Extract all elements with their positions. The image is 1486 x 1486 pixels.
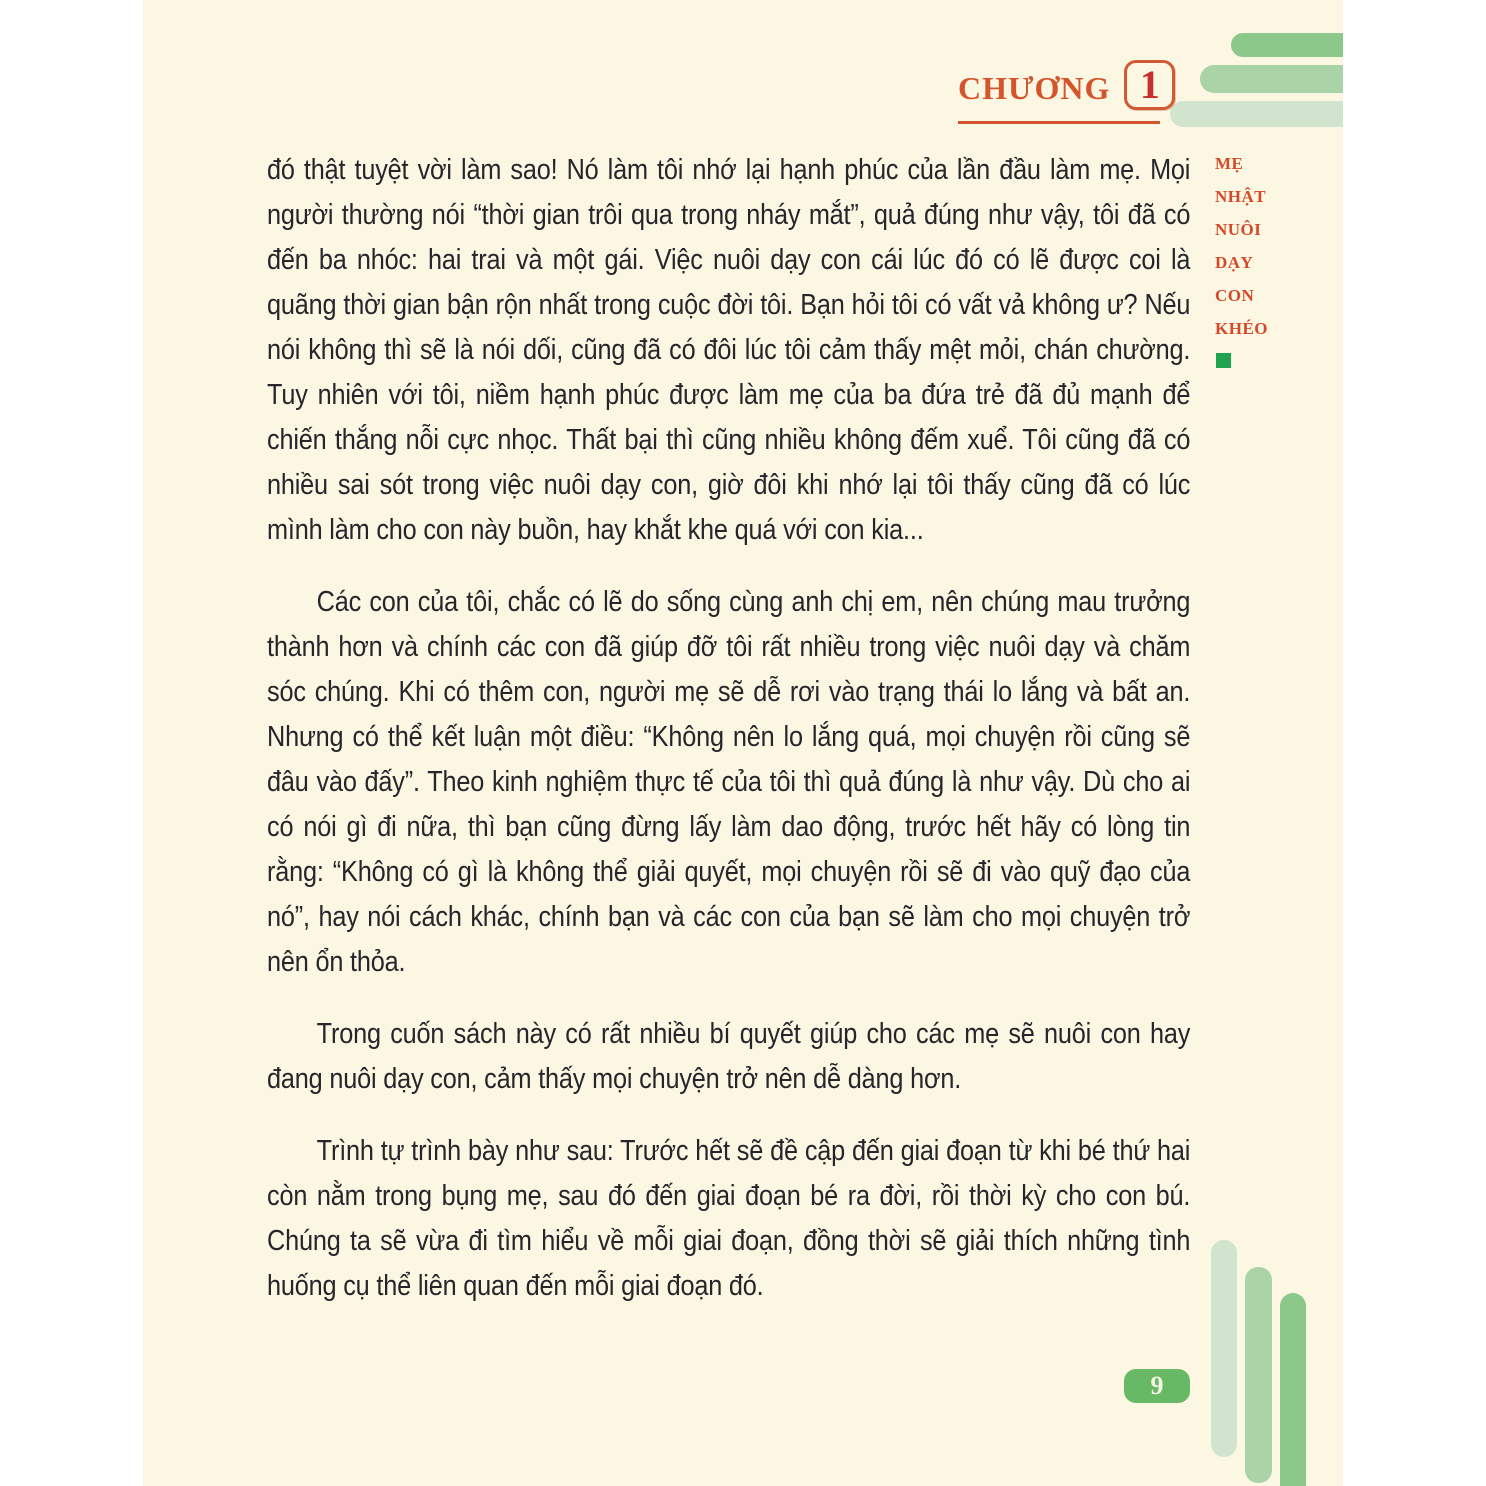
sidebar-word: DẠY: [1215, 253, 1254, 272]
page-number: 9: [1150, 1371, 1164, 1400]
page-number-badge: [1124, 1369, 1190, 1403]
body-text: [267, 148, 1190, 1336]
chapter-label: CHƯƠNG: [958, 70, 1111, 106]
chapter-underline: [958, 121, 1160, 124]
paragraph: Các con của tôi, chắc có lẽ do sống cùng anh chị em, nên chúng mau trưởng thành hơn và chính các con đã giúp đỡ tôi rất nhiều trong việc nuôi dạy và chăm sóc chúng. Khi có thêm con, người mẹ sẽ dễ rơi vào trạng thái lo lắng và bất an. Nhưng có thể kết luận một điều: “Không nên lo lắng quá, mọi chuyện rồi cũng sẽ đâu vào đấy”. Theo kinh nghiệm thực tế của tôi thì quả đúng là như vậy. Dù cho ai có nói gì đi nữa, thì bạn cũng đừng lấy làm dao động, trước hết hãy có lòng tin rằng: “Không có gì là không thể giải quyết, mọi chuyện rồi sẽ đi vào quỹ đạo của nó”, hay nói cách khác, chính bạn và các con của bạn sẽ làm cho mọi chuyện trở nên ổn thỏa.: [267, 586, 1191, 978]
sidebar-word: CON: [1215, 286, 1255, 305]
top-decor-bar-mid: [1200, 65, 1343, 93]
sidebar-word: NHẬT: [1215, 187, 1267, 206]
bottom-decor-bar-mid: [1245, 1267, 1272, 1483]
top-decor-bar-dark: [1231, 33, 1343, 57]
book-page: [143, 0, 1343, 1486]
chapter-number: 1: [1139, 62, 1160, 107]
sidebar-word: MẸ: [1215, 154, 1244, 173]
sidebar-book-title: [1215, 155, 1268, 368]
paragraph: đó thật tuyệt vời làm sao! Nó làm tôi nhớ lại hạnh phúc của lần đầu làm mẹ. Mọi người thường nói “thời gian trôi qua trong nháy mắt”, quả đúng như vậy, tôi đã có đến ba nhóc: hai trai và một gái. Việc nuôi dạy con cái lúc đó có lẽ được coi là quãng thời gian bận rộn nhất trong cuộc đời tôi. Bạn hỏi tôi có vất vả không ư? Nếu nói không thì sẽ là nói dối, cũng đã có đôi lúc tôi cảm thấy mệt mỏi, chán chường. Tuy nhiên với tôi, niềm hạnh phúc được làm mẹ của ba đứa trẻ đã đủ mạnh để chiến thắng nỗi cực nhọc. Thất bại thì cũng nhiều không đếm xuể. Tôi cũng đã có nhiều sai sót trong việc nuôi dạy con, giờ đôi khi nhớ lại tôi thấy cũng đã có lúc mình làm cho con này buồn, hay khắt khe quá với con kia...: [267, 154, 1191, 546]
bottom-decor-bar-dark: [1280, 1293, 1306, 1486]
paragraph: Trình tự trình bày như sau: Trước hết sẽ đề cập đến giai đoạn từ khi bé thứ hai còn nằm trong bụng mẹ, sau đó đến giai đoạn bé ra đời, rồi thời kỳ cho con bú. Chúng ta sẽ vừa đi tìm hiểu về mỗi giai đoạn, đồng thời sẽ giải thích những tình huống cụ thể liên quan đến mỗi giai đoạn đó.: [267, 1135, 1191, 1302]
paragraph: Trong cuốn sách này có rất nhiều bí quyết giúp cho các mẹ sẽ nuôi con hay đang nuôi dạy con, cảm thấy mọi chuyện trở nên dễ dàng hơn.: [267, 1018, 1191, 1095]
sidebar-word: KHÉO: [1215, 319, 1269, 338]
sidebar-word: NUÔI: [1215, 220, 1262, 239]
top-decor-bar-light: [1170, 101, 1343, 127]
chapter-number-box: [1124, 60, 1175, 110]
chapter-header: [958, 60, 1175, 110]
green-square-marker: [1216, 353, 1231, 368]
bottom-decor-bar-light: [1211, 1240, 1237, 1457]
